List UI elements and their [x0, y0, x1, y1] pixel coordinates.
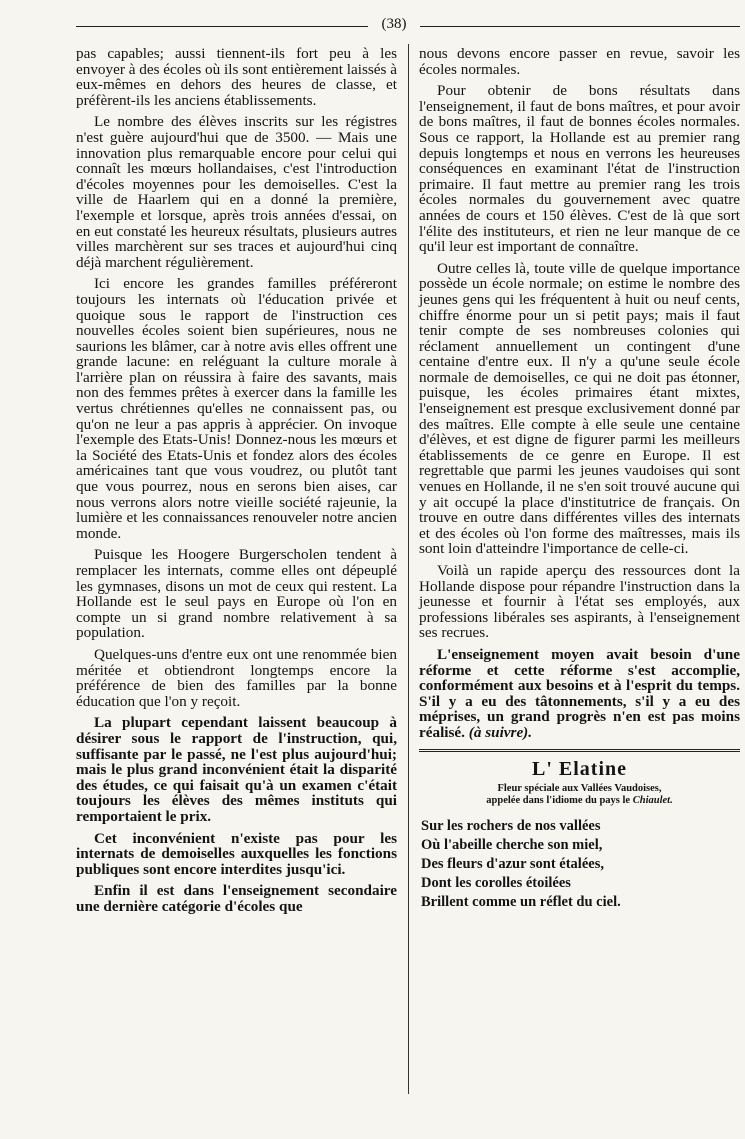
- poem-subtitle-word: Chiaulet.: [632, 795, 673, 807]
- poem-verse: Brillent comme un réflet du ciel.: [421, 894, 621, 911]
- left-paragraph: Cet inconvénient n'existe pas pour les internats de demoiselles auxquelles les fonctions publiques sont encore interdites jusqu'ici.: [76, 829, 397, 878]
- left-paragraph: Quelques-uns d'entre eux ont une renommée bien méritée et obtiendront longtemps encore la préférence de bien des familles par la bonne éducation que l'on y reçoit.: [76, 645, 397, 710]
- a-suivre-note: (à suivre).: [468, 723, 533, 741]
- right-paragraph: nous devons encore passer en revue, savoir les écoles normales.: [419, 45, 740, 78]
- right-paragraph: Voilà un rapide aperçu des ressources dont la Hollande dispose pour répandre l'instruction dans la jeunesse et fournir à l'état ses employés, aux professions libérales ses aspirants, à l'enseignement ses recrues.: [419, 562, 740, 642]
- poem-subtitle-line2: appelée dans l'idiome du pays le: [486, 795, 631, 807]
- left-paragraph: Puisque les Hoogere Burgerscholen tendent à remplacer les internats, comme elles ont dépeuplé les gymnases, disons un mot de ceux qui restent. La Hollande est le seul pays en Europe où l'on en compte un si grand nombre relativement à sa population.: [76, 546, 397, 642]
- page-number: (38): [381, 16, 407, 32]
- column-divider: [408, 44, 409, 1094]
- right-paragraph: Outre celles là, toute ville de quelque importance possède un école normale; on estime le nombre des jeunes gens qui les fréquentent à huit ou neuf cents, chiffre énorme pour un si petit pays; mais il faut tenir compte de ses nombreuses colonies qui réclament annuellement un contingent d'une centaine d'entre eux. Il n'y a qu'une seule école normale de demoiselles, ce qui ne doit pas étonner, puisque, les écoles primaires étant mixtes, l'enseignement est presque exclusivement donné par des maîtres. Elle compte à elle seule une centaine d'élèves, et est digne de figurer parmi les meilleurs établissements de ce genre en Europe. Il est regrettable que parmi les jeunes vaudoises qui sont venues en Hollande, il ne s'en soit trouvé aucune qui y ait occupé la place d'institutrice de français. On trouve en outre dans différentes villes des internats et des écoles où l'on forme des maîtresses, mais ils sont loin d'atteindre l'importance de celle-ci.: [419, 259, 740, 558]
- poem-title: L' Elatine: [531, 757, 627, 780]
- poem-verse: Dont les corolles étoilées: [421, 875, 571, 892]
- right-paragraph: Pour obtenir de bons résultats dans l'enseignement, il faut de bons maîtres, et pour avoir de bons maîtres, il faut de bonnes écoles normales. Sous ce rapport, la Hollande est au premier rang depuis longtemps et nous en verrons les heureuses conséquences en examinant l'état de l'instruction primaire. Il faut mettre au premier rang les trois écoles normales du gouvernement avec quatre années de cours et 150 élèves. C'est de là que sort l'élite des instituteurs, et rien ne leur manque de ce qu'il leur est important de connaître.: [419, 82, 740, 256]
- left-paragraph: Enfin il est dans l'enseignement secondaire une dernière catégorie d'écoles que: [76, 882, 397, 915]
- poem-verse: Des fleurs d'azur sont étalées,: [421, 856, 604, 873]
- left-paragraph: Le nombre des élèves inscrits sur les régistres n'est guère aujourd'hui que de 3500. — Mais une innovation plus remarquable encore pour celui qui connaît les mœurs hollandaises, c'est l'introduction d'écoles moyennes pour les demoiselles. C'est la ville de Haarlem qui en a donné la première, l'exemple et lorsque, après trois années d'essai, on en eut constaté les heureux résultats, plusieurs autres villes marchèrent sur ses traces et aujourd'hui cinq déjà marchent régulièrement.: [76, 113, 397, 271]
- header-rule-left: [76, 26, 368, 27]
- page-header: [76, 14, 740, 38]
- left-paragraph: Ici encore les grandes familles préféreront toujours les internats où l'éducation privée et quoique sous le rapport de l'instruction ces nouvelles écoles soient bien supérieures, nous ne saurions les blâmer, car à notre avis elles offrent une grande lacune: en reléguant la culture morale à l'arrière plan on réussira à faire des savants, mais non des femmes prêtes à exercer dans la famille les vertus chrétiennes qu'elles ne connaissent pas, ou qu'on ne leur a pas appris à apprécier. On invoque l'exemple des Etats-Unis! Donnez-nous les mœurs et la Société des Etats-Unis et fondez alors des écoles américaines tant que vous voudrez, ou plutôt tant que vous pourrez, nous en serons bien aises, car nous verrons alors notre vieille société rajeunie, la lumière et les connaissances renouveler notre ancien monde.: [76, 275, 397, 542]
- poem-subtitle-line1: Fleur spéciale aux Vallées Vaudoises,: [497, 783, 662, 795]
- right-column: [419, 46, 740, 912]
- poem-verse: Où l'abeille cherche son miel,: [421, 837, 603, 854]
- poem-subtitle: [419, 783, 740, 807]
- left-paragraph: La plupart cependant laissent beaucoup à désirer sous le rapport de l'instruction, qui, suffisante par le passé, ne l'est plus aujourd'hui; mais le plus grand inconvénient était la disparité des études, ce qui faisait qu'à un examen c'était toujours les élèves des mêmes instituts qui remportaient le prix.: [76, 714, 397, 825]
- poem-verse: Sur les rochers de nos vallées: [421, 818, 601, 835]
- right-paragraph-last: [419, 647, 740, 741]
- header-rule-right: [420, 26, 740, 27]
- poem-separator: [419, 749, 740, 752]
- left-paragraph: pas capables; aussi tiennent-ils fort peu à les envoyer à des écoles où ils sont entièrement laissés à eux-mêmes en dehors des heures de classe, et préfèrent-ils les anciens établissements.: [76, 45, 397, 109]
- right-paragraph-text: L'enseignement moyen avait besoin d'une réforme et cette réforme s'est accomplie, conformément aux besoins et à l'esprit du temps. S'il y a eu des tâtonnements, s'il y a eu des méprises, un grand progrès n'en est pas moins réalisé.: [419, 645, 740, 741]
- left-column: [76, 46, 397, 920]
